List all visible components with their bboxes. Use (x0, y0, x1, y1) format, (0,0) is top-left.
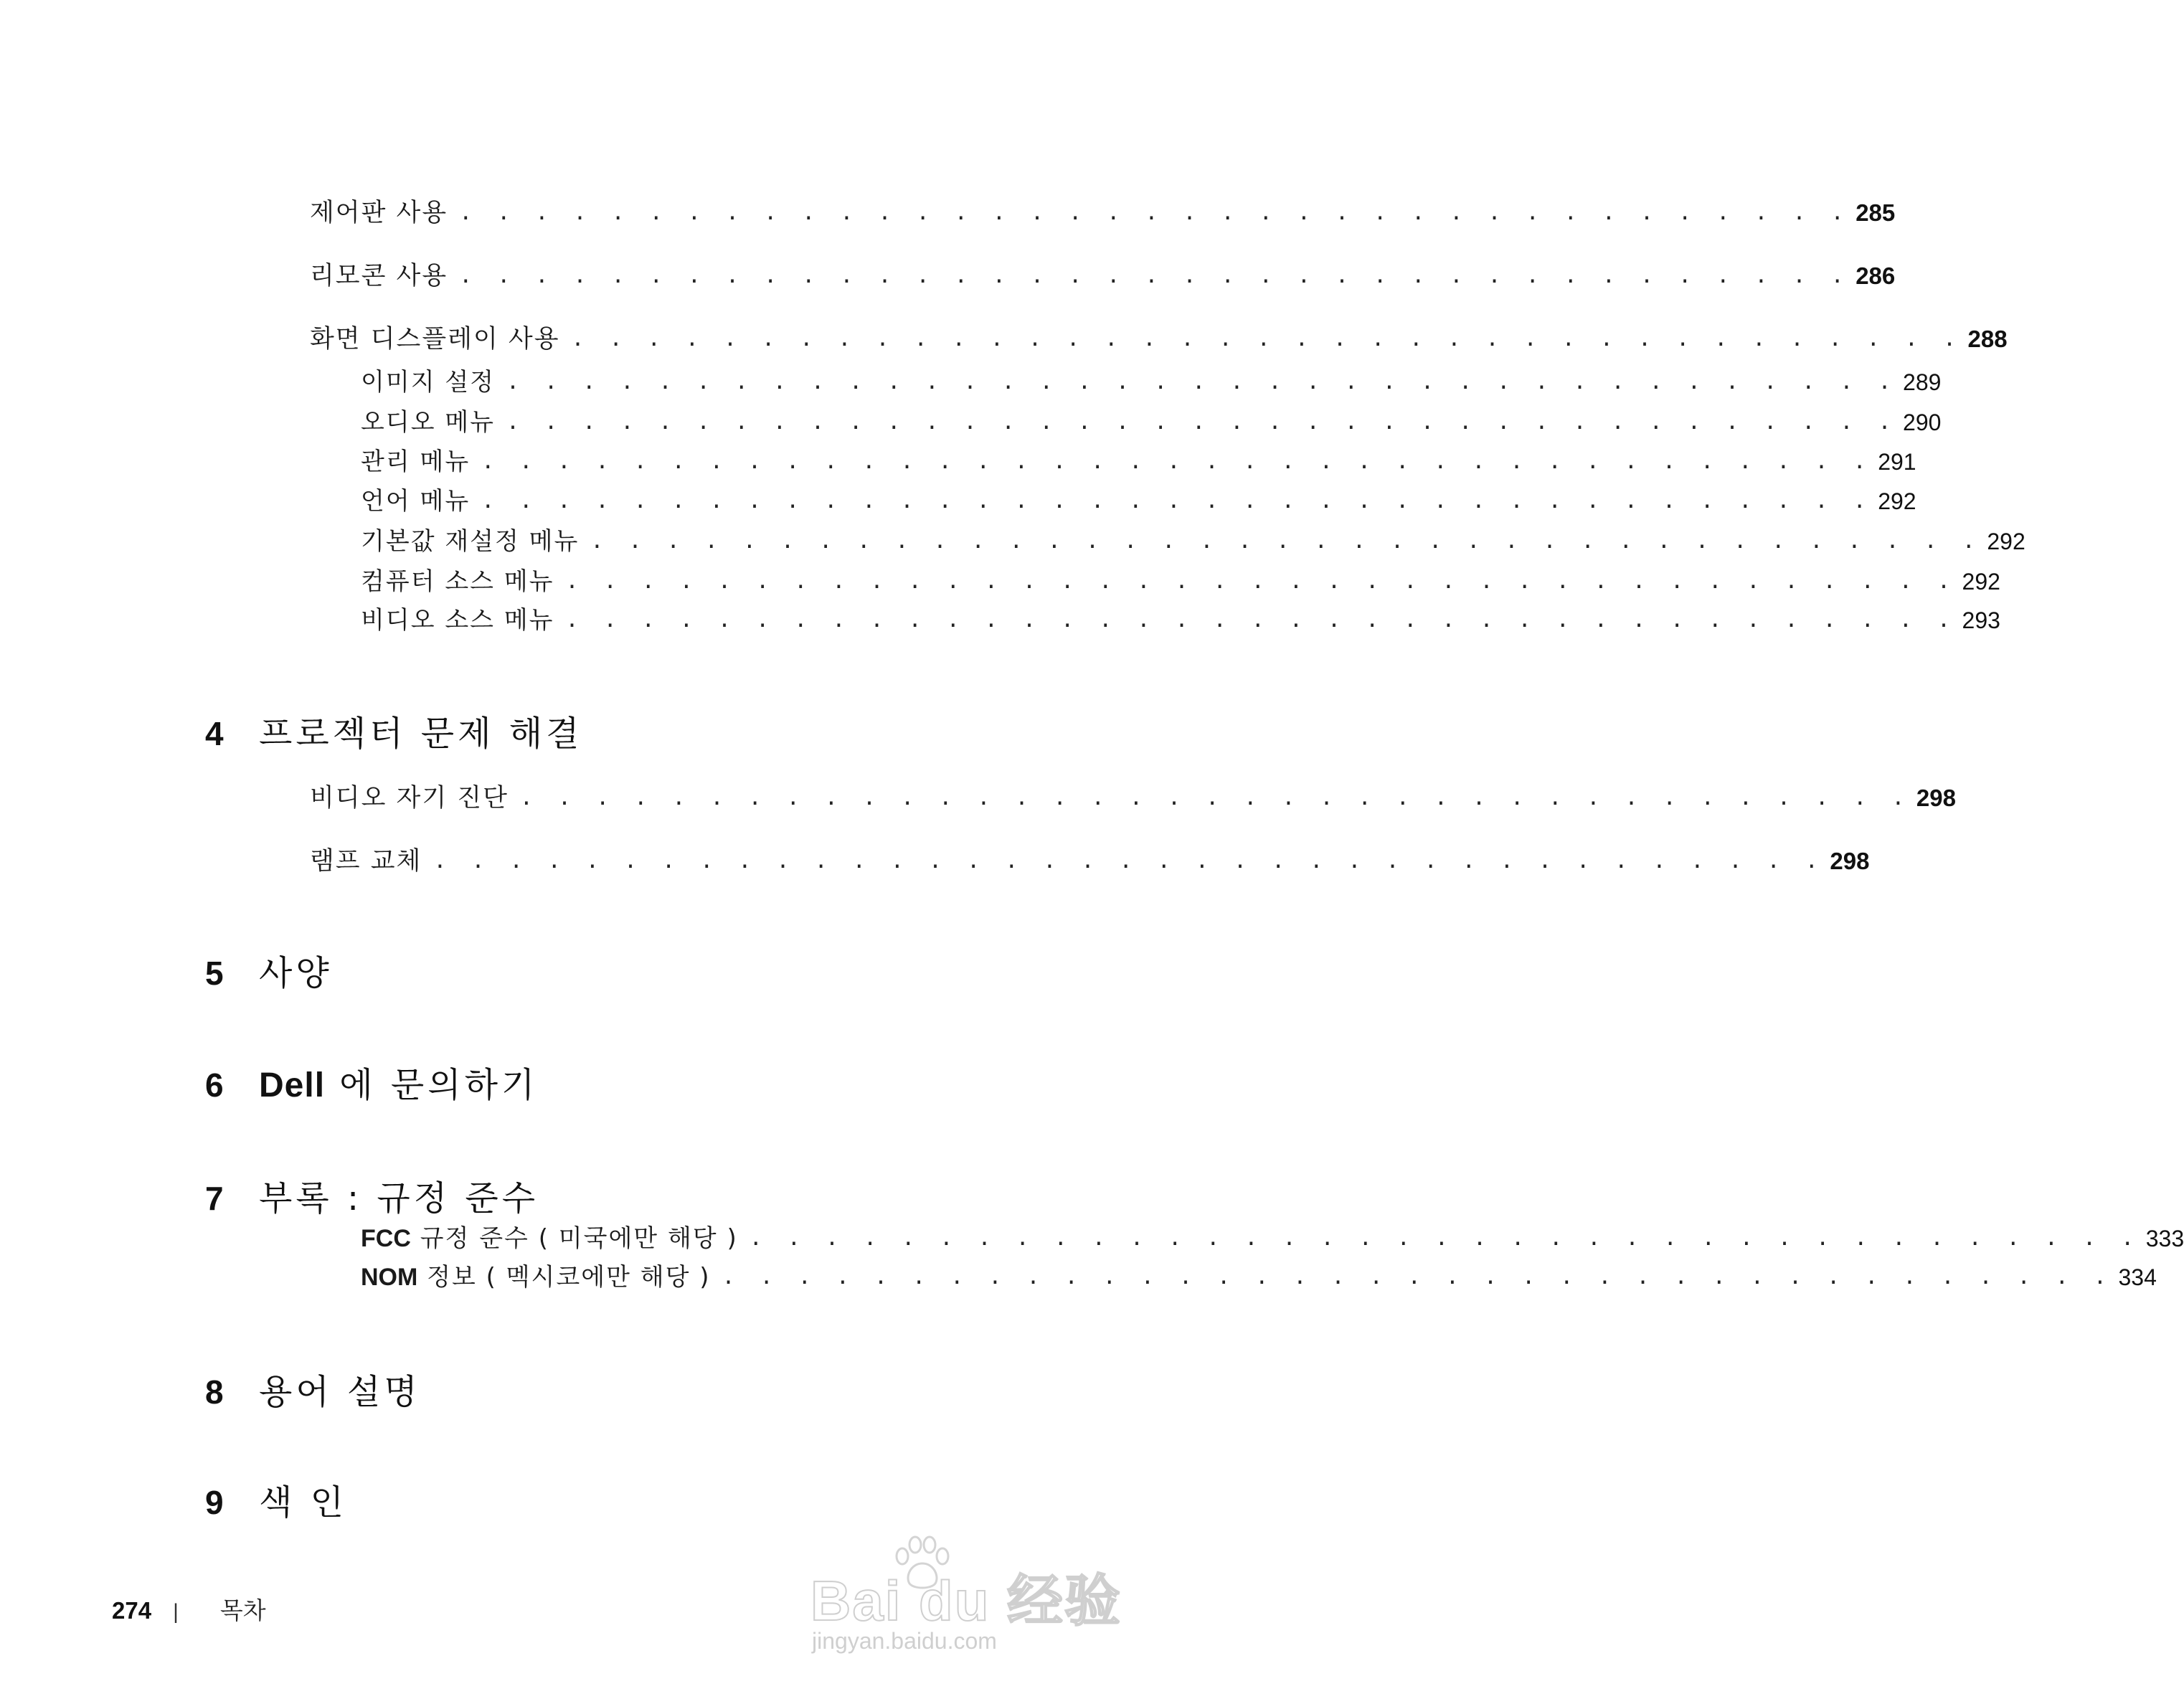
baidu-watermark (810, 1535, 1122, 1678)
label-acronym: FCC (361, 1225, 411, 1252)
chapter-7-heading[interactable] (205, 1170, 539, 1220)
chapter-6-heading[interactable] (205, 1057, 538, 1107)
toc-subentry-page: 291 (1878, 449, 1916, 475)
toc-subentry-label: 컴퓨터 소스 메뉴 (361, 567, 554, 596)
chapter-title-rest: 에 문의하기 (339, 1065, 539, 1105)
toc-subentry[interactable] (361, 404, 1942, 440)
toc-subentry[interactable] (361, 602, 2000, 638)
footer-separator: | (173, 1600, 179, 1624)
footer-section-title: 목차 (219, 1596, 266, 1624)
toc-subentry[interactable] (361, 364, 1942, 400)
page-number: 274 (112, 1597, 152, 1624)
toc-entry[interactable] (310, 843, 1870, 879)
chapter-number: 7 (205, 1180, 224, 1217)
toc-entry-label: 제어판 사용 (310, 199, 448, 227)
toc-subentry-label: 비디오 소스 메뉴 (361, 606, 554, 635)
dot-leader: . . . . . . . . . . . . . . . . . . . . . . . . . . . . . . . . . . . . . (506, 410, 1898, 435)
label-acronym: NOM (361, 1264, 418, 1291)
toc-subentry[interactable] (361, 444, 1916, 480)
toc-subentry-page: 290 (1903, 410, 1942, 435)
chapter-number: 4 (205, 715, 224, 752)
dot-leader: . . . . . . . . . . . . . . . . . . . . . . . . . . . . . . . . . . . . . (433, 848, 1825, 874)
toc-subentry[interactable] (361, 564, 2000, 600)
chapter-9-heading[interactable] (205, 1475, 347, 1524)
toc-subentry-label: 관리 메뉴 (361, 448, 471, 476)
chapter-number: 9 (205, 1484, 224, 1521)
dot-leader: . . . . . . . . . . . . . . . . . . . . . . . . . . . . . . . . . . . . . (481, 449, 1873, 474)
dot-leader: . . . . . . . . . . . . . . . . . . . . . . . . . . . . . . . . . . . . . (459, 200, 1850, 225)
chapter-5-heading[interactable] (205, 945, 333, 995)
toc-entry-label: 비디오 자기 진단 (310, 784, 509, 813)
toc-subentry-page: 289 (1903, 369, 1942, 395)
chapter-title: 색 인 (259, 1482, 347, 1523)
toc-entry-page: 298 (1916, 785, 1956, 811)
chapter-number: 8 (205, 1373, 224, 1411)
chapter-title: 사양 (259, 953, 333, 993)
toc-entry[interactable] (310, 195, 1896, 231)
chapter-number: 6 (205, 1066, 224, 1104)
toc-entry-page: 298 (1830, 848, 1870, 874)
toc-entry[interactable] (310, 258, 1896, 294)
toc-subentry[interactable] (361, 483, 1916, 519)
dot-leader: . . . . . . . . . . . . . . . . . . . . . . . . . . . . . . . . . . . . . (565, 607, 1957, 633)
dot-leader: . . . . . . . . . . . . . . . . . . . . . . . . . . . . . . . . . . . . . (722, 1264, 2113, 1289)
toc-entry[interactable] (310, 321, 2008, 357)
dot-leader: . . . . . . . . . . . . . . . . . . . . . . . . . . . . . . . . . . . . . (519, 785, 1911, 810)
dot-leader: . . . . . . . . . . . . . . . . . . . . . . . . . . . . . . . . . . . . . (749, 1226, 2140, 1251)
dot-leader: . . . . . . . . . . . . . . . . . . . . . . . . . . . . . . . . . . . . . (590, 529, 1982, 554)
chapter-4-heading[interactable] (205, 706, 582, 755)
page-footer (112, 1592, 266, 1626)
toc-subentry-label: 오디오 메뉴 (361, 408, 496, 437)
toc-subentry[interactable] (361, 524, 2025, 559)
label-text: 규정 준수 ( 미국에만 해당 ) (420, 1224, 738, 1253)
chapter-title: 용어 설명 (259, 1372, 421, 1412)
label-text: 정보 ( 멕시코에만 해당 ) (427, 1263, 711, 1292)
toc-entry-label: 화면 디스플레이 사용 (310, 325, 560, 354)
dot-leader: . . . . . . . . . . . . . . . . . . . . . . . . . . . . . . . . . . . . . (571, 326, 1962, 351)
toc-entry-page: 286 (1856, 262, 1896, 289)
toc-subentry[interactable] (361, 1259, 2157, 1295)
toc-subentry-page: 292 (1962, 569, 2000, 595)
toc-subentry-page: 334 (2118, 1264, 2157, 1290)
toc-subentry-page: 333 (2145, 1226, 2184, 1251)
toc-entry-label: 리모콘 사용 (310, 262, 448, 290)
dot-leader: . . . . . . . . . . . . . . . . . . . . . . . . . . . . . . . . . . . . . (565, 569, 1957, 594)
toc-entry-page: 288 (1967, 326, 2008, 352)
chapter-8-heading[interactable] (205, 1364, 421, 1414)
toc-subentry[interactable] (361, 1221, 2184, 1256)
watermark-url: jingyan.baidu.com (812, 1628, 997, 1654)
chapter-number: 5 (205, 955, 224, 992)
toc-subentry-page: 293 (1962, 607, 2000, 633)
toc-subentry-label: 이미지 설정 (361, 368, 496, 397)
dot-leader: . . . . . . . . . . . . . . . . . . . . . . . . . . . . . . . . . . . . . (506, 369, 1898, 394)
toc-subentry-page: 292 (1878, 488, 1916, 514)
chapter-title (259, 1057, 538, 1107)
chapter-title: 프로젝터 문제 해결 (259, 714, 583, 754)
watermark-logo-text: Bai du 经验 (810, 1569, 1122, 1632)
toc-subentry-page: 292 (1987, 529, 2025, 554)
toc-subentry-label: 기본값 재설정 메뉴 (361, 527, 580, 556)
toc-subentry-label (361, 1259, 711, 1295)
dot-leader: . . . . . . . . . . . . . . . . . . . . . . . . . . . . . . . . . . . . . (481, 488, 1873, 513)
toc-subentry-label: 언어 메뉴 (361, 487, 471, 516)
chapter-title: 부록 : 규정 준수 (259, 1178, 539, 1218)
toc-entry-page: 285 (1856, 199, 1896, 226)
toc-entry[interactable] (310, 780, 1956, 816)
chapter-title-brand: Dell (259, 1066, 326, 1104)
toc-subentry-label (361, 1221, 738, 1256)
dot-leader: . . . . . . . . . . . . . . . . . . . . . . . . . . . . . . . . . . . . . (459, 263, 1850, 288)
toc-entry-label: 램프 교체 (310, 847, 422, 876)
